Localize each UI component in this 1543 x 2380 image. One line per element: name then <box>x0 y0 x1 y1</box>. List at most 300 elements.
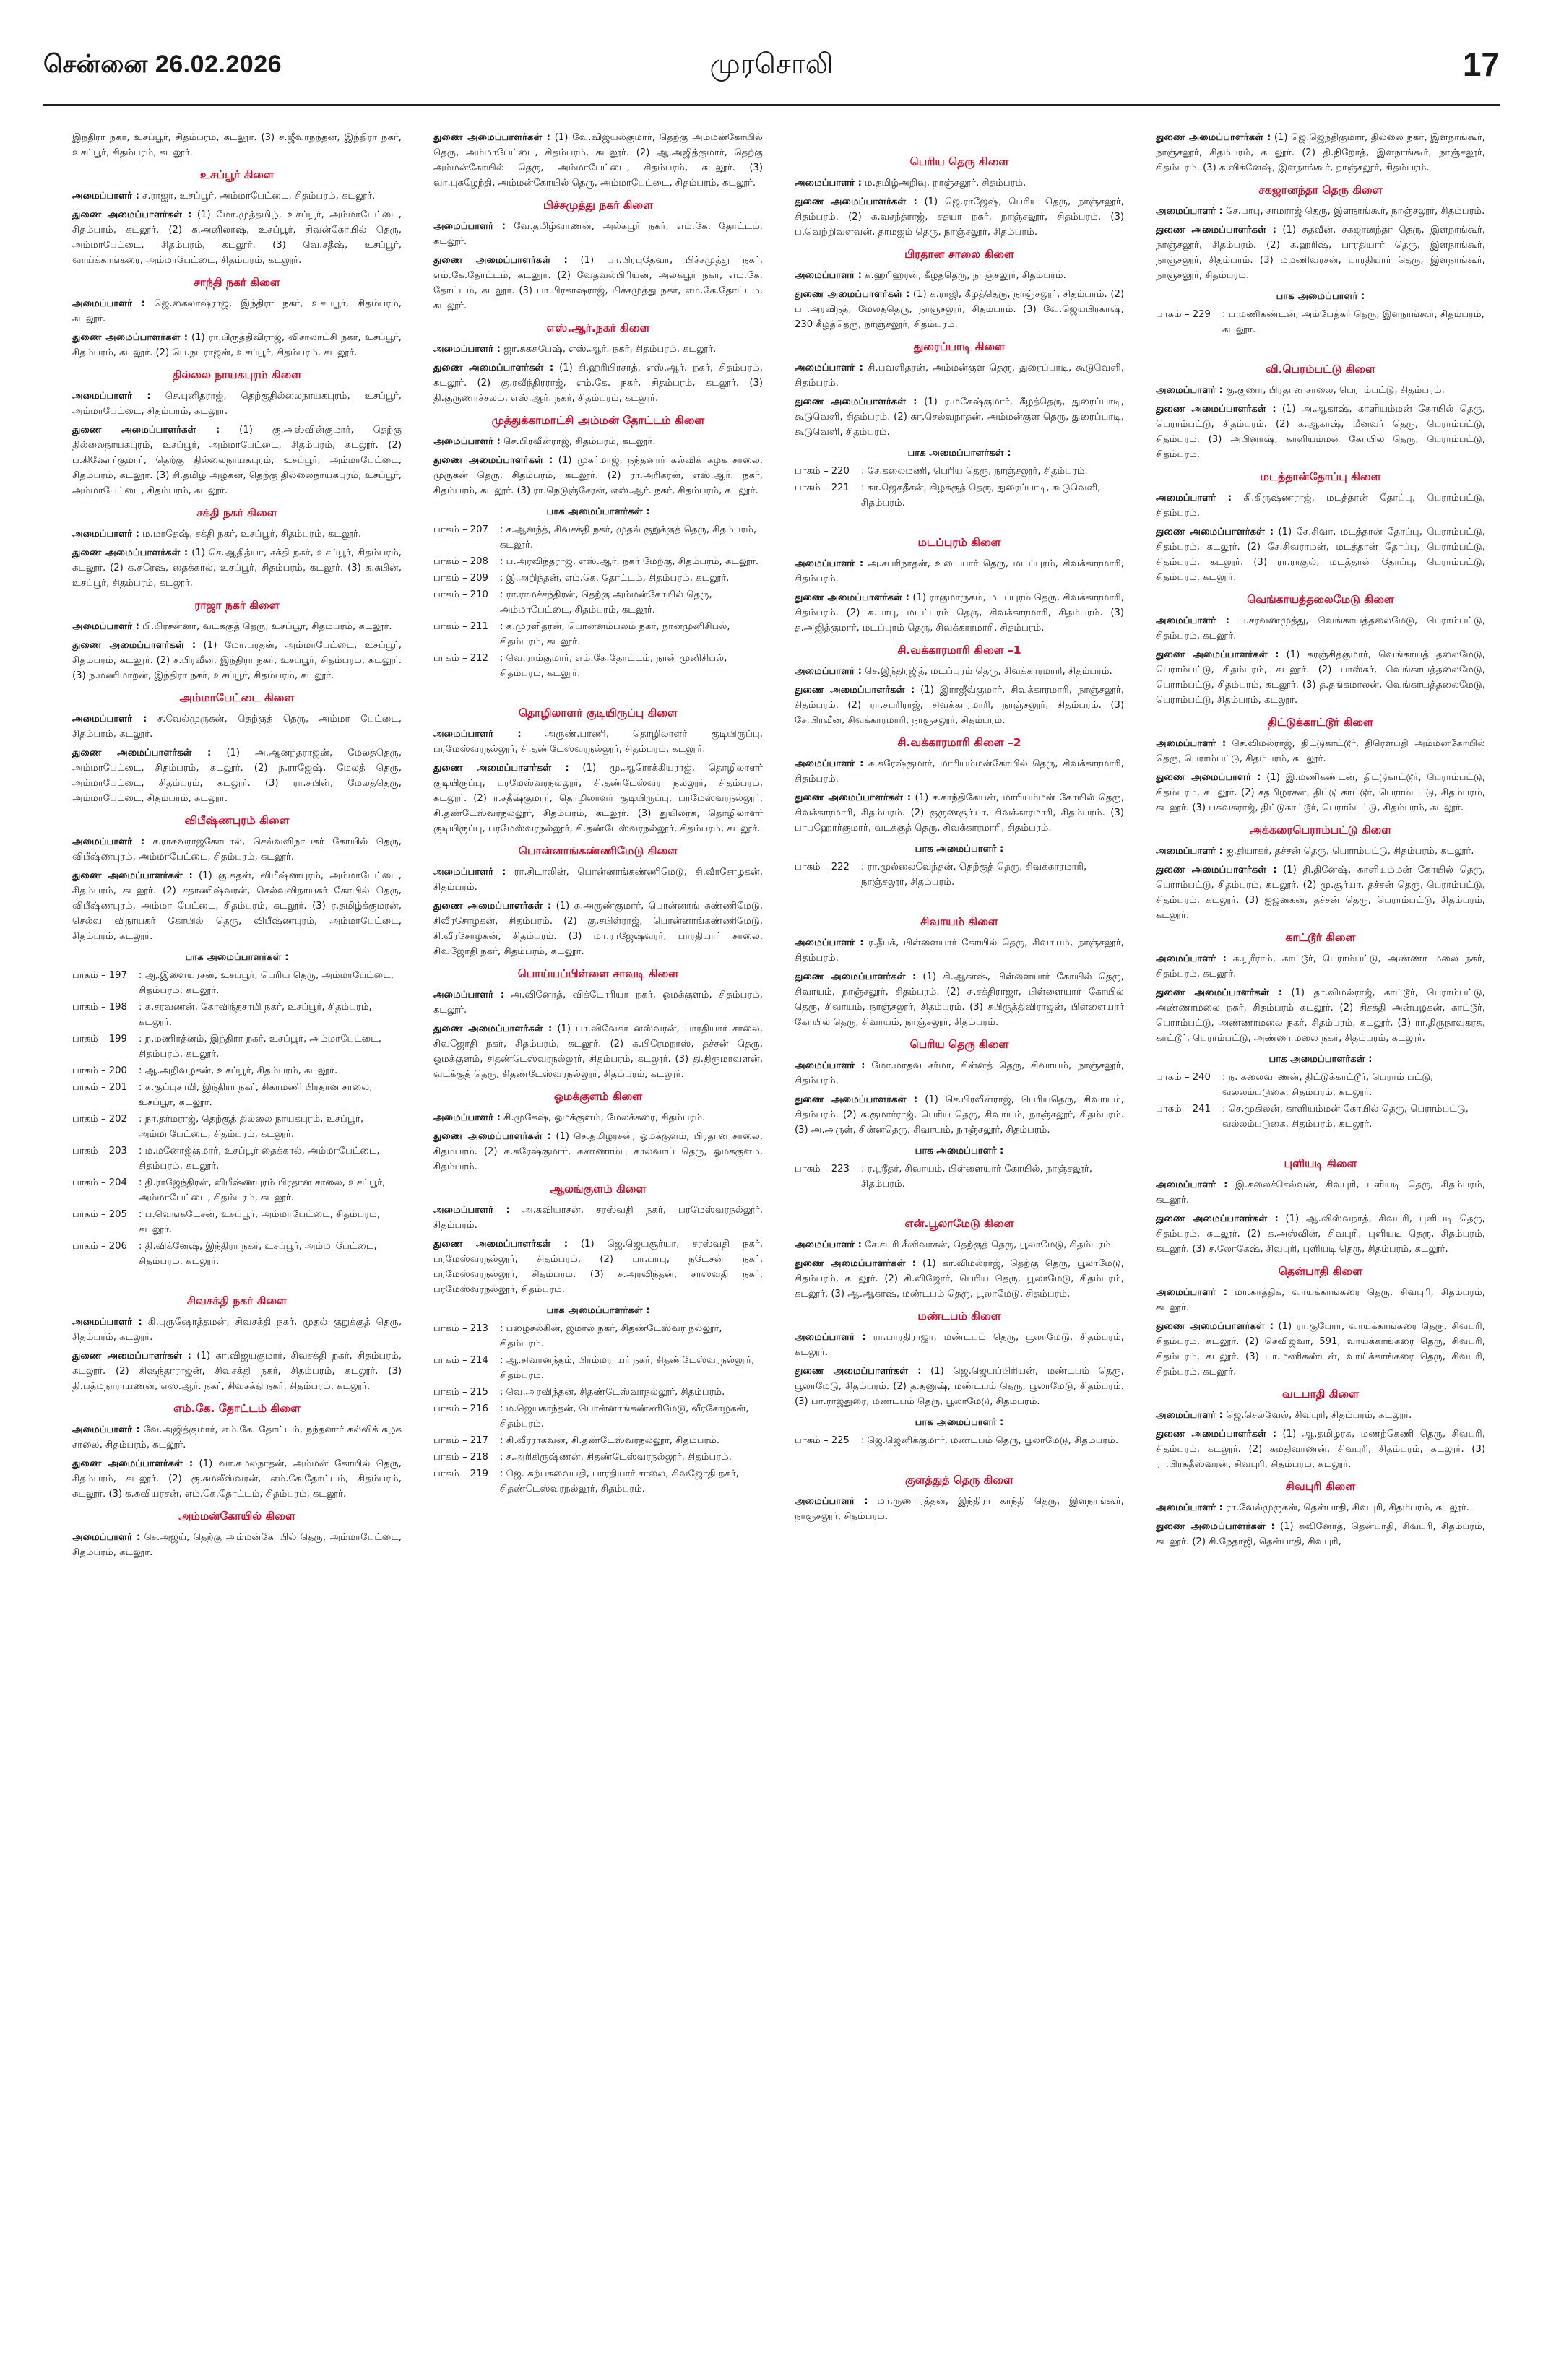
branch-section <box>795 535 1124 636</box>
branch-title: சாந்தி நகர் கிளை <box>194 276 280 289</box>
ward-member: : க.குப்புசாமி, இந்திரா நகர், சிகாமணி பிரதான சாலை, உசப்பூர், கடலூர். <box>139 1082 373 1108</box>
branch-section <box>795 155 1124 240</box>
branch-title: பிச்சமுத்து நகர் கிளை <box>543 199 654 212</box>
branch-section <box>433 966 763 1082</box>
ward-member: : ச.ஆனந்த், சிவசக்தி நகர், முதல் குறுக்குத் தெரு, சிதம்பரம், கடலூர். <box>500 524 757 550</box>
member-entry <box>433 1237 763 1297</box>
role-label: துணை அமைப்பாளர்கள் : <box>72 748 212 758</box>
role-label: துணை அமைப்பாளர்கள் : <box>72 425 220 436</box>
ward-number: பாகம் – 223 <box>795 1164 850 1174</box>
branch-section <box>1156 592 1485 708</box>
member-details: அருண்.பாணி, தொழிலாளர் குடியிருப்பு, பரமேஸ்வரநல்லூர், சி.தண்டேஸ்வரநல்லூர், சிதம்பரம், கடலூர். <box>433 729 763 755</box>
member-details: (1) க.ராஜி, கீழத்தெரு, நாஞ்சலூர், சிதம்பரம். (2) பா.அரவிந்த், மேலத்தெரு, நாஞ்சலூர், சிதம்பரம். (3) வே.ஜெயபிரகாஷ், 230 கீழத்தெரு, நாஞ்சலூர், சிதம்பரம். <box>795 289 1124 330</box>
branch-section <box>1156 930 1485 1132</box>
page-number: 17 <box>1462 46 1500 83</box>
role-label: அமைப்பாளர் : <box>1156 1410 1223 1421</box>
role-label: அமைப்பாளர் : <box>433 1205 510 1216</box>
ward-number: பாகம் – 207 <box>433 524 488 535</box>
ward-heading: பாக அமைப்பாளர் : <box>1276 291 1365 302</box>
role-label: அமைப்பாளர் : <box>795 938 864 948</box>
branch-title: சி.வக்காரமாரி கிளை –1 <box>897 644 1021 657</box>
member-details: செ.விமல்ராஜ், திட்டுகாட்டூர், திரௌபதி அம்மன்கோயில் தெரு, பெராம்பட்டு, சிதம்பரம், கடலூர். <box>1156 738 1485 764</box>
ward-member: : செ.முகிலன், காளியம்மன் கோயில் தெரு, பெராம்பட்டு, வல்லம்படுகை, சிதம்பரம், கடலூர். <box>1222 1104 1469 1130</box>
role-label: துணை அமைப்பாளர்கள் : <box>1156 527 1274 537</box>
ward-row <box>433 1450 763 1465</box>
branch-title: தில்லை நாயகபுரம் கிளை <box>172 368 302 381</box>
member-details: அ.சுவியரசன், சரஸ்வதி நகர், பரமேஸ்வரநல்லூர், சிதம்பரம். <box>433 1205 763 1231</box>
ward-number: பாகம் – 221 <box>795 483 850 493</box>
member-entry <box>795 1092 1124 1138</box>
member-details: (1) சுவினோத், தென்பாதி, சிவபுரி, சிதம்பரம், கடலூர். (2) சி.நேதாஜி, தென்பாதி, சிவபுரி, <box>1156 1521 1485 1547</box>
role-label: துணை அமைப்பாளர்கள் : <box>433 363 554 373</box>
ward-row <box>433 1353 763 1383</box>
role-label: துணை அமைப்பாளர்கள் : <box>433 455 553 466</box>
branch-section <box>72 1294 402 1394</box>
branch-section <box>72 1401 402 1502</box>
role-label: அமைப்பாளர் : <box>72 621 139 632</box>
member-details: செ.இந்திரஜித், மடப்புரம் தெரு, சிவக்காரமாரி, சிதம்பரம். <box>861 666 1112 677</box>
ward-heading: பாக அமைப்பாளர்கள் : <box>546 506 650 517</box>
role-label: அமைப்பாளர் : <box>795 1332 866 1343</box>
member-details: அ.வினோத், விக்டோரியா நகர், ஓமக்குளம், சிதம்பரம், கடலூர். <box>433 990 763 1016</box>
branch-section <box>795 1216 1124 1302</box>
member-details: செ.பிரவீன்ராஜ், சிதம்பரம், கடலூர். <box>500 436 656 447</box>
branch-section <box>795 247 1124 332</box>
member-details: (1) செ.தமிழரசன், ஓமக்குளம், பிரதான சாலை, சிதம்பரம். (2) சு.சுரேஷ்குமார், சுண்ணாம்பு கால்வாய் தெரு, ஓமக்குளம், சிதம்பரம். <box>433 1131 763 1172</box>
member-entry <box>433 727 763 757</box>
member-details: (1) அ.ஆகாஷ், காளியம்மன் கோயில் தெரு, பெராம்பட்டு, சிதம்பரம். (2) க.ஆகாஷ், மீனவர் தெரு, பெராம்பட்டு, சிதம்பரம். (3) அபினாஷ், காளியம்மன் கோயில் தெரு, பெராம்பட்டு, சிதம்பரம். <box>1156 404 1485 460</box>
member-entry <box>1156 1408 1485 1423</box>
member-details: க.ஹரிஹரன், கீழத்தெரு, நாஞ்சலூர், சிதம்பரம். <box>861 270 1066 281</box>
branch-title: வி.பெரம்பட்டு கிளை <box>1265 363 1376 376</box>
ward-row <box>1156 1070 1485 1100</box>
branch-title: உசப்பூர் கிளை <box>199 168 275 181</box>
role-label: அமைப்பாளர் : <box>72 714 147 724</box>
role-label: துணை அமைப்பாளர்கள் : <box>433 1239 569 1250</box>
ward-member: : ம.ஜெயகாந்தன், பொன்னாங்கண்ணிமேடு, வீரசோழகன், சிதம்பரம். <box>500 1403 749 1429</box>
ward-row <box>795 464 1124 479</box>
member-details: ர.தீபக், பிள்ளையார் கோயில் தெரு, சிவாயம், நாஞ்சலூர், சிதம்பரம். <box>795 938 1124 964</box>
role-label: அமைப்பாளர் : <box>72 1532 141 1543</box>
member-details: ஜா.சுகசுபேஷ், எஸ்.ஆர். நகர், சிதம்பரம், கடலூர். <box>500 344 717 355</box>
ward-member: : தி.விக்னேஷ், இந்திரா நகர், உசப்பூர், அம்மாபேட்டை, சிதம்பரம், கடலூர். <box>139 1241 377 1267</box>
role-label: அமைப்பாளர் : <box>433 1112 501 1123</box>
member-entry <box>1156 647 1485 708</box>
role-label: துணை அமைப்பாளர்கள் : <box>433 901 552 912</box>
ward-member: : நா.தர்மராஜ், தெற்குத் தில்லை நாயகபுரம், உசப்பூர், அம்மாபேட்டை, சிதம்பரம், கடலூர். <box>139 1114 364 1140</box>
ward-member: : ம.மனோஜ்குமார், உசப்பூர் தைக்கால், அம்மாபேட்டை, சிதம்பரம், கடலூர். <box>139 1146 380 1172</box>
member-details: வே.தமிழ்வாணன், அல்கபூர் நகர், எம்.கே. தோட்டம், கடலூர். <box>433 221 763 247</box>
ward-row <box>72 1143 402 1174</box>
member-details: (1) ஆ.தமிழரசு, மணற்கேணி தெரு, சிவபுரி, சிதம்பரம், கடலூர். (2) சுமதிவாணன், சிவபுரி, சிதம்பரம், கடலூர். (3) ரா.பிரகதீஸ்வரன், சிவபுரி, சிதம்பரம், கடலூர். <box>1156 1429 1485 1470</box>
ward-number: பாகம் – 222 <box>795 862 850 873</box>
member-details: (1) மோ.முத்தமிழ், உசப்பூர், அம்மாபேட்டை, சிதம்பரம், கடலூர். (2) க.அனிலாஷ், உசப்பூர், சிவன்கோயில் தெரு, அம்மாபேட்டை, சிதம்பரம், கடலூர். (3) வெ.சதீஷ், உசப்பூர், வாய்க்காங்கரை, அம்மாபேட்டை, சிதம்பரம், கடலூர். <box>72 209 402 266</box>
member-details: (1) க.அருண்குமார், பொன்னாங் கண்ணிமேடு, சிவீரசோழகன், சிதம்பரம். (2) கு.சபிள்ராஜ், பொன்னாங்கண்ணிமேடு, சி.வீரசோழகன், சிதம்பரம். (3) மா.ராஜேஷ்வரர், பாரதியார் சாலை, சிவஜோதி நகர், சிதம்பரம், கடலூர். <box>433 901 763 957</box>
ward-member: : ப.மணிகண்டன், அம்பேத்கர் தெரு, இளநாங்கூர், சிதம்பரம், கடலூர். <box>1222 309 1484 335</box>
role-label: துணை அமைப்பாளர்கள் : <box>72 1458 194 1469</box>
ward-row <box>433 619 763 649</box>
role-label: அமைப்பாளர் : <box>795 363 863 373</box>
branch-title: மண்டபம் கிளை <box>917 1310 1001 1323</box>
ward-number: பாகம் – 240 <box>1156 1072 1211 1083</box>
member-entry <box>433 987 763 1018</box>
branch-title: புளியடி கிளை <box>1284 1157 1357 1170</box>
ward-number: பாகம் – 214 <box>433 1355 488 1366</box>
role-label: துணை அமைப்பாளர்கள் : <box>795 972 917 982</box>
role-label: துணை அமைப்பாளர்கள் : <box>795 685 915 696</box>
branch-section <box>433 413 763 681</box>
member-entry <box>1156 613 1485 644</box>
ward-row <box>433 1401 763 1432</box>
member-details: (1) தா.விமல்ராஜ், காட்டூர், பெராம்பட்டு, அண்ணாமலை நகர், சிதம்பரம் கடலூர். (2) சிசக்தி அன்பழகன், காட்டூர், பெராம்பட்டு, அண்ணாமலை நகர், சிதம்பரம், கடலூர். (3) ரா.திருநாவுகரசு, காட்டூர், பெராம்பட்டு, அண்ணாமலை நகர், சிதம்பரம், கடலூர். <box>1156 987 1485 1044</box>
role-label: அமைப்பாளர் : <box>1156 206 1223 217</box>
member-details: (1) இராஜீவ்குமார், சிவக்காரமாரி, நாஞ்சலூர், சிதம்பரம். (2) ரா.சபரிராஜ், சிவக்காரமாரி, நாஞ்சலூர், சிதம்பரம். (3) சே.பிரவீன், சிவக்காரமாரி, நாஞ்சலூர், சிதம்பரம். <box>795 685 1124 726</box>
member-entry <box>433 865 763 895</box>
role-label: அமைப்பாளர் : <box>433 344 501 355</box>
role-label: துணை அமைப்பாளர்கள் : <box>1156 1521 1275 1532</box>
ward-row <box>433 1321 763 1351</box>
member-details: (1) ரா.குபேரா, வாய்க்காங்கரை தெரு, சிவபுரி, சிதம்பரம், கடலூர். (2) செவிஜ்வா, 591, வாய்க்காங்கரை தெரு, சிவபுரி, சிதம்பரம், கடலூர். (3) பா.மணிகண்டன், வாய்க்காங்கரை தெரு, சிவபுரி, சிதம்பரம், கடலூர். <box>1156 1321 1485 1377</box>
role-label: அமைப்பாளர் : <box>1156 738 1227 749</box>
ward-number: பாகம் – 204 <box>72 1177 127 1188</box>
role-label: துணை அமைப்பாளர்கள் : <box>72 332 189 343</box>
member-entry <box>1156 862 1485 923</box>
role-label: அமைப்பாளர் : <box>72 1317 142 1328</box>
member-entry <box>795 287 1124 332</box>
member-entry <box>795 756 1124 787</box>
member-entry <box>433 342 763 357</box>
member-entry <box>72 1530 402 1560</box>
member-entry <box>1156 1500 1485 1515</box>
ward-number: பாகம் – 212 <box>433 653 488 664</box>
ward-member: : சே.கலைமணி, பெரிய தெரு, நாஞ்சலூர், சிதம்பரம். <box>861 466 1088 477</box>
role-label: துணை அமைப்பாளர்கள் : <box>72 870 193 881</box>
branch-section <box>1156 130 1485 176</box>
ward-number: பாகம் – 206 <box>72 1241 127 1252</box>
role-label: அமைப்பாளர் : <box>1156 615 1229 626</box>
role-label: துணை அமைப்பாளர்கள் : <box>795 592 909 603</box>
member-details: (1) ஆ.விஸ்வநாத், சிவபுரி, புளியடி தெரு, சிதம்பரம், கடலூர். (2) க.அஸ்வின், சிவபுரி, புளியடி தெரு, சிதம்பரம், கடலூர். (3) ச.லோகேஷ், சிவபுரி, புளியடி தெரு, சிதம்பரம், கடலூர். <box>1156 1213 1485 1255</box>
branch-title: விபீஷ்ணபுரம் கிளை <box>184 814 290 827</box>
branch-title: சி.வக்காரமாரி கிளை –2 <box>897 736 1021 749</box>
member-entry <box>72 1422 402 1453</box>
ward-row <box>72 1239 402 1269</box>
branch-title: சிவபுரி கிளை <box>1285 1480 1356 1493</box>
member-details: பி.பிரசன்னா, வடக்குத் தெரு, உசப்பூர், சிதம்பரம், கடலூர். <box>139 621 392 632</box>
member-entry <box>72 745 402 806</box>
ward-row <box>795 480 1124 511</box>
ward-heading: பாக அமைப்பாளர் : <box>915 1417 1004 1428</box>
ward-row <box>433 651 763 681</box>
branch-title: பொய்யப்பிள்ளை சாவடி கிளை <box>517 967 679 980</box>
ward-member: : ஆ.இளையரசன், உசப்பூர், பெரிய தெரு, அம்மாபேட்டை, சிதம்பரம், கடலூர். <box>139 970 394 996</box>
ward-number: பாகம் – 219 <box>433 1468 488 1479</box>
ward-number: பாகம் – 213 <box>433 1323 488 1334</box>
branch-section <box>795 914 1124 1030</box>
member-details: (1) ச.காந்திகேயன், மாரியம்மன் கோயில் தெரு, சிவக்காரமாரி, சிதம்பரம். (2) குருணசூர்யா, சிவக்காரமாரி, சிதம்பரம். (3) பாபஹோர்குமார், வடக்குத் தெரு, சிவக்காரமாரி, சிதம்பரம். <box>795 792 1124 834</box>
role-label: துணை அமைப்பாளர்கள் : <box>1156 225 1276 235</box>
member-details: (1) செ.பிரவீன்ராஜ், பெரியதெரு, சிவாயம், சிதம்பரம். (2) சு.குமார்ராஜ், பெரிய தெரு, சிவாயம், நாஞ்சலூர், சிதம்பரம். (3) அ.அருள், சின்னதெரு, சிவாயம், நாஞ்சலூர், சிதம்பரம். <box>795 1094 1124 1135</box>
role-label: அமைப்பாளர் : <box>795 178 862 189</box>
ward-row <box>795 1433 1124 1448</box>
ward-row <box>72 1207 402 1237</box>
role-label: அமைப்பாளர் : <box>1156 1180 1228 1190</box>
role-label: அமைப்பாளர் : <box>1156 385 1223 396</box>
role-label: துணை அமைப்பாளர்கள் : <box>1156 1321 1274 1332</box>
member-entry <box>72 834 402 865</box>
branch-section <box>433 706 763 836</box>
role-label: அமைப்பாளர் : <box>1156 953 1227 964</box>
ward-heading: பாக அமைப்பாளர் : <box>915 1146 1004 1156</box>
member-entry <box>1156 1427 1485 1472</box>
branch-section <box>795 1037 1124 1192</box>
member-entry <box>795 268 1124 283</box>
branch-section <box>1156 715 1485 815</box>
branch-title: வடபாதி கிளை <box>1281 1388 1360 1401</box>
member-entry <box>1156 1519 1485 1549</box>
role-label: அமைப்பாளர் : <box>795 758 864 769</box>
ward-heading: பாக அமைப்பாளர்கள் : <box>1268 1054 1373 1065</box>
role-label: அமைப்பாளர் : <box>795 1496 868 1507</box>
member-details: (1) மு.ஆரோக்கியராஜ், தொழிலாளர் குடியிருப்பு, பரமேஸ்வரநல்லூர், சி.தண்டேஸ்வர நல்லூர், சிதம்பரம், கடலூர். (2) ர.சதீஷ்குமார், தொழிலாளர் குடியிருப்பு, பரமேஸ்வரநல்லூர், சி.தண்டேஸ்வரநல்லூர், சிதம்பரம், கடலூர். (3) துயிலரசு, தொழிலாளர் குடியிருப்பு, பரமேஸ்வரநல்லூர், சி.தண்டேஸ்வரநல்லூர், சிதம்பரம், கடலூர். <box>433 763 763 834</box>
ward-heading: பாக அமைப்பாளர்கள் : <box>907 448 1011 459</box>
member-entry <box>1156 1211 1485 1257</box>
member-details: (1) செ.ஆதித்யா, சக்தி நகர், உசப்பூர், சிதம்பரம், கடலூர். (2) க.சுரேஷ், தைக்கால், உசப்பூர், சிதம்பரம், கடலூர். (3) க.சுபின், உசப்பூர், சிதம்பரம், கடலூர். <box>72 548 402 589</box>
member-entry <box>795 969 1124 1030</box>
column-2 <box>433 130 763 2355</box>
member-details: (1) கி.ஆகாஷ், பிள்ளையார் கோயில் தெரு, சிவாயம், நாஞ்சலூர், சிதம்பரம். (2) சு.சக்திராஜா, பிள்ளையார் கோயில் தெரு, சிவாயம், நாஞ்சலூர், சிதம்பரம். (3) சுபிருத்திவிராஜன், பிள்ளையார் கோயில் தெரு, சிவாயம், நாஞ்சலூர், சிதம்பரம். <box>795 972 1124 1028</box>
member-details: (1) அ.ஆனந்தராஜன், மேலத்தெரு, அம்மாபேட்டை, சிதம்பரம், கடலூர். (2) ந.ராஜேஷ், மேலத் தெரு, அம்மாபேட்டை, சிதம்பரம், கடலூர். (3) ரா.சுபின், மேலத்தெரு, அம்மாபேட்டை, சிதம்பரம், கடலூர். <box>72 748 402 804</box>
role-label: துணை அமைப்பாளர்கள் : <box>1156 1429 1277 1440</box>
role-label: துணை அமைப்பாளர்கள் : <box>795 1366 922 1377</box>
branch-title: அம்மன்கோயில் கிளை <box>178 1510 295 1523</box>
branch-section <box>72 813 402 1269</box>
role-label: அமைப்பாளர் : <box>1156 1502 1223 1513</box>
branch-title: சகஜானந்தா தெரு கிளை <box>1258 183 1383 196</box>
member-entry <box>433 899 763 959</box>
branch-section <box>1156 1479 1485 1549</box>
branch-section <box>72 368 402 498</box>
branch-section <box>433 1089 763 1174</box>
member-details: (1) ரா.பிருத்திவிராஜ், விசாலாட்சி நகர், உசப்பூர், சிதம்பரம், கடலூர். (2) பெ.நடராஜன், உசப்பூர், சிதம்பரம், கடலூர். <box>72 332 402 358</box>
member-entry <box>795 935 1124 966</box>
ward-row <box>433 1466 763 1497</box>
role-label: அமைப்பாளர் : <box>433 990 505 1000</box>
member-details: வே.அஜித்குமார், எம்.கே. தோட்டம், நந்தனார் கல்விக் கழக சாலை, சிதம்பரம், கடலூர். <box>72 1424 402 1450</box>
ward-number: பாகம் – 200 <box>72 1065 127 1076</box>
member-entry <box>795 1058 1124 1089</box>
member-entry <box>72 296 402 326</box>
member-entry <box>795 394 1124 440</box>
branch-section <box>72 168 402 268</box>
branch-section <box>72 598 402 683</box>
ward-member: : கா.ஜெகதீசன், கிழக்குத் தெரு, துரைப்பாடி, கூடுவெளி, சிதம்பரம். <box>861 483 1101 509</box>
role-label: துணை அமைப்பாளர்கள் : <box>795 196 917 207</box>
branch-title: அக்கரைபெராம்பட்டு கிளை <box>1249 823 1392 836</box>
branch-title: ஆலங்குளம் கிளை <box>550 1182 647 1195</box>
member-details: ஐ.தியாகர், தச்சன் தெரு, பெராம்பட்டு, சிதம்பரம், கடலூர். <box>1222 846 1474 857</box>
member-details: சு.சுரேஷ்குமார், மாரியம்மன்கோயில் தெரு, சிவக்காரமாரி, சிதம்பரம். <box>795 758 1124 784</box>
member-details: ம.தமிழ்அறிவு, நாஞ்சலூர், சிதம்பரம். <box>861 178 1026 189</box>
branch-section <box>72 1509 402 1560</box>
ward-number: பாகம் – 209 <box>433 573 488 584</box>
ward-member: : ர.ஸ்ரீதர், சிவாயம், பிள்ளையார் கோயில், நாஞ்சலூர், சிதம்பரம். <box>861 1164 1092 1190</box>
role-label: அமைப்பாளர் : <box>72 391 151 402</box>
branch-section <box>1156 1156 1485 1257</box>
newspaper-title: முரசொலி <box>709 48 834 79</box>
role-label: அமைப்பாளர் : <box>72 298 145 309</box>
member-details: (1) கா.விமல்ராஜ், தெற்கு தெரு, பூலாமேடு, சிதம்பரம், கடலூர். (2) சி.விஜோர், பெரிய தெரு, பூலாமேடு, சிதம்பரம், கடலூர். (3) ஆ.ஆகாஷ், மண்டபம் தெரு, பூலாமேடு, சிதம்பரம். <box>795 1258 1124 1299</box>
member-details: (1) ஜெ.ராஜேஷ், பெரிய தெரு, நாஞ்சலூர், சிதம்பரம். (2) க.வசந்த்ராஜ், சதயா நகர், நாஞ்சலூர், சிதம்பரம். (3) ப.வெற்றிவளவன், தாமஜம் தெரு, நாஞ்சலூர், சிதம்பரம். <box>795 196 1124 238</box>
ward-row <box>433 571 763 586</box>
member-entry <box>433 1203 763 1233</box>
ward-member: : ப.அரவிந்தராஜ், எஸ்.ஆர். நகர் மேற்கு, சிதம்பரம், கடலூர். <box>500 556 759 567</box>
member-details: (1) சே.சிவா, மடத்தான் தோப்பு, பெராம்பட்டு, சிதம்பரம், கடலூர். (2) சே.சிவராமன், மடத்தான் தோப்பு, பெராம்பட்டு, சிதம்பரம், கடலூர். (3) ரா.ராகுல், மடத்தான் தோப்பு, பெராம்பட்டு, சிதம்பரம், கடலூர். <box>1156 527 1485 583</box>
ward-number: பாகம் – 229 <box>1156 309 1211 320</box>
member-entry <box>1156 770 1485 815</box>
ward-number: பாகம் – 218 <box>433 1452 488 1463</box>
role-label: துணை அமைப்பாளர்கள் : <box>795 289 910 300</box>
member-entry <box>795 790 1124 836</box>
branch-section <box>795 643 1124 728</box>
branch-title: அம்மாபேட்டை கிளை <box>179 691 295 704</box>
branch-title: திட்டுக்காட்டூர் கிளை <box>1268 716 1373 729</box>
column-4 <box>1156 130 1485 2355</box>
member-entry <box>72 545 402 591</box>
branch-title: சிவாயம் கிளை <box>920 915 998 928</box>
column-3 <box>795 130 1124 2355</box>
branch-title: ஓமக்குளம் கிளை <box>553 1090 643 1103</box>
member-entry <box>795 590 1124 636</box>
ward-number: பாகம் – 220 <box>795 466 850 477</box>
member-entry <box>795 1256 1124 1302</box>
ward-member: : வெ.ராம்குமார், எம்.கே.தோட்டம், நான் முனிசிபல், சிதம்பரம், கடலூர். <box>500 653 727 679</box>
ward-number: பாகம் – 203 <box>72 1146 127 1156</box>
role-label: அமைப்பாளர் : <box>795 1239 862 1250</box>
member-entry <box>72 868 402 944</box>
role-label: துணை அமைப்பாளர்கள் : <box>1156 404 1276 415</box>
member-entry <box>1156 383 1485 398</box>
member-entry <box>433 360 763 406</box>
branch-title: தொழிலாளர் குடியிருப்பு கிளை <box>518 706 678 719</box>
branch-section <box>433 321 763 406</box>
member-details: (1) தி.தினேஷ், காளியம்மன் கோயில் தெரு, பெராம்பட்டு, சிதம்பரம், கடலூர். (2) மு.சூர்யா, தச்சன் தெரு, பெராம்பட்டு, சிதம்பரம், கடலூர். (3) ஐஜனகன், தச்சன் தெரு, பெராம்பட்டு, சிதம்பரம், கடலூர். <box>1156 865 1485 921</box>
branch-title: முத்துக்காமாட்சி அம்மன் தோட்டம் கிளை <box>491 414 705 427</box>
member-entry <box>1156 1177 1485 1208</box>
member-details: (1) சுதவீன், சகஜானந்தா தெரு, இளநாங்கூர், நாஞ்சலூர், சிதம்பரம். (2) க.ஹரிஷ், பாரதியார் தெரு, இளநாங்கூர், நாஞ்சலூர், சிதம்பரம். (3) மமணிவரசன், பாரதியார் தெரு, இளநாங்கூர், நாஞ்சலூர், சிதம்பரம். <box>1156 225 1485 281</box>
ward-row <box>1156 1102 1485 1132</box>
branch-section <box>72 506 402 591</box>
ward-member: : வெ.அரவிந்தன், சிதண்டேஸ்வரநல்லூர், சிதம்பரம். <box>500 1387 725 1398</box>
ward-row <box>72 1080 402 1110</box>
member-entry <box>795 1330 1124 1360</box>
member-entry <box>72 1456 402 1502</box>
ward-number: பாகம் – 211 <box>433 621 488 632</box>
article-columns <box>43 130 1500 2355</box>
member-entry <box>1156 524 1485 585</box>
ward-member: : பழைசல்கின், ஜமால் நகர், சிதண்டேஸ்வர நல்லூர், சிதம்பரம். <box>500 1323 722 1349</box>
ward-row <box>433 1385 763 1400</box>
ward-row <box>72 1063 402 1078</box>
ward-number: பாகம் – 199 <box>72 1034 127 1044</box>
role-label: அமைப்பாளர் : <box>433 867 506 878</box>
ward-number: பாகம் – 216 <box>433 1403 488 1414</box>
masthead <box>43 45 1500 97</box>
role-label: துணை அமைப்பாளர்கள் : <box>433 1024 553 1034</box>
member-entry <box>795 1494 1124 1524</box>
role-label: அமைப்பாளர் : <box>1156 846 1223 857</box>
branch-section <box>795 1473 1124 1524</box>
member-entry <box>433 434 763 449</box>
member-details: சி.முகேஷ், ஓமக்குளம், மேலக்கரை, சிதம்பரம். <box>500 1112 706 1123</box>
ward-number: பாகம் – 241 <box>1156 1104 1211 1115</box>
member-entry <box>1156 844 1485 859</box>
ward-member: : ப.வெங்கடேசன், உசப்பூர், அம்மாபேட்டை, சிதம்பரம், கடலூர். <box>139 1209 381 1235</box>
member-entry <box>433 761 763 836</box>
header-rule <box>43 104 1500 106</box>
role-label: துணை அமைப்பாளர்கள் : <box>433 255 568 266</box>
branch-section <box>795 735 1124 890</box>
ward-member: : ஆ.அறிவழகன், உசப்பூர், சிதம்பரம், கடலூர். <box>139 1065 338 1076</box>
ward-number: பாகம் – 215 <box>433 1387 488 1398</box>
member-entry <box>433 453 763 498</box>
role-label: துணை அமைப்பாளர் : <box>1156 772 1261 783</box>
member-entry <box>1156 490 1485 521</box>
branch-section <box>795 1309 1124 1448</box>
member-entry <box>72 207 402 268</box>
ward-member: : க.முரளிதரன், பொன்னம்பலம் நகர், நான்முனிசிபல், சிதம்பரம், கடலூர். <box>500 621 730 647</box>
ward-row <box>795 1161 1124 1192</box>
member-details: (1) ஜெ.ஜெந்திகுமார், தில்லை நகர், இளநாங்கூர், நாஞ்சலூர், சிதம்பரம், கடலூர். (2) தி.நிறோத், இளநாங்கூர், நாஞ்சலூர், சிதம்பரம். (3) க.விக்னேஷ், இளநாங்கூர், நாஞ்சலூர், சிதம்பரம். <box>1156 132 1485 173</box>
ward-number: பாகம் – 202 <box>72 1114 127 1125</box>
member-entry <box>1156 951 1485 982</box>
member-entry <box>1156 402 1485 462</box>
member-entry <box>795 683 1124 728</box>
ward-number: பாகம் – 210 <box>433 589 488 600</box>
member-entry <box>795 176 1124 191</box>
branch-title: பொன்னாங்கண்ணிமேடு கிளை <box>518 844 678 857</box>
ward-heading: பாக அமைப்பாளர்கள் : <box>546 1305 650 1316</box>
member-details: (1) கு.சுதன், விபீஷ்ணபுரம், அம்மாபேட்டை, சிதம்பரம், கடலூர். (2) சதாணிஷ்வரன், செல்வவிநாயகர் கோயில் தெரு, விபீஷ்ணபுரம், அம்மா பேட்டை, சிதம்பரம், கடலூர். (3) ர.தமிழ்க்குமரன், செல்வ விநாயகர் கோயில் தெரு, விபீஷ்ணபுரம், அம்மாபேட்டை, சிதம்பரம், கடலூர். <box>72 870 402 942</box>
member-details: (1) வே.விஜயல்குமார், தெற்கு அம்மன்கோயில் தெரு, அம்மாபேட்டை, சிதம்பரம், கடலூர். (2) ஆ.அஜித்குமார், தெற்கு அம்மன்கோயில் தெரு, அம்மாபேட்டை, சிதம்பரம், கடலூர். (3) வா.புகழேந்தி, அம்மன்கோயில் தெரு, அம்மாபேட்டை, சிதம்பரம், கடலூர். <box>433 132 763 189</box>
member-details: (1) இ.மணிகண்டன், திட்டுகாட்டூர், பெராம்பட்டு, சிதம்பரம், கடலூர். (2) சதமிழரசன், திட்டு காட்டூர், பெராம்பட்டு, சிதம்பரம், கடலூர். (3) பசுவகராஜ், திட்டுகாட்டூர், பெராம்பட்டு, சிதம்பரம், கடலூர். <box>1156 772 1485 813</box>
ward-row <box>72 968 402 998</box>
role-label: துணை அமைப்பாளர்கள் : <box>1156 865 1277 875</box>
branch-section <box>1156 183 1485 337</box>
role-label: துணை அமைப்பாளர்கள் : <box>1156 987 1282 998</box>
branch-title: பெரிய தெரு கிளை <box>909 155 1009 168</box>
branch-title: பெரிய தெரு கிளை <box>909 1038 1009 1051</box>
member-entry <box>795 556 1124 587</box>
member-details: அ.சபரிநாதன், உடையார் தெரு, மடப்புரம், சிவக்காரமாரி, சிதம்பரம். <box>795 558 1124 584</box>
branch-section <box>1156 1264 1485 1380</box>
member-details: (1) வா.சுமலநாதன், அம்மன் கோயில் தெரு, சிதம்பரம், கடலூர். (2) கு.சுமலீஸ்வரன், எம்.கே.தோட்டம், சிதம்பரம், கடலூர். (3) க.கவியரசன், எம்.கே.தோட்டம், சிதம்பரம், கடலூர். <box>72 1458 402 1500</box>
ward-row <box>433 554 763 569</box>
member-entry <box>1156 985 1485 1046</box>
member-details: (1) சுரஞ்சித்குமார், வெங்காயத் தலைமேடு, பெராம்பட்டு, சிதம்பரம், கடலூர். (2) பாஸ்கர், வெங்காயத்தலைமேடு, பெராம்பட்டு, சிதம்பரம், கடலூர். (3) த.தங்கமாலன், வெங்காயத்தலைமேடு, பெராம்பட்டு, சிதம்பரம், கடலூர். <box>1156 649 1485 706</box>
member-entry <box>72 527 402 542</box>
role-label: அமைப்பாளர் : <box>795 558 864 569</box>
branch-title: என்.பூலாமேடு கிளை <box>904 1217 1014 1230</box>
role-label: அமைப்பாளர் : <box>1156 493 1232 503</box>
ward-row <box>433 587 763 618</box>
member-details: க.பூரீராம், காட்டூர், பெராம்பட்டு, அண்ணா மலை நகர், சிதம்பரம், கடலூர். <box>1156 953 1485 979</box>
branch-title: காட்டூர் கிளை <box>1285 931 1356 944</box>
member-entry: இந்திரா நகர், உசப்பூர், சிதம்பரம், கடலூர். (3) ச.ஜீவாநந்தன், இந்திரா நகர், உசப்பூர், சிதம்பரம், கடலூர். <box>72 132 402 158</box>
role-label: துணை அமைப்பாளர்கள் : <box>795 397 917 407</box>
member-details: செ.புனிதராஜ், தெற்குதில்லைநாயகபுரம், உசப்பூர், அம்மாபேட்டை, சிதம்பரம், கடலூர். <box>72 391 402 417</box>
member-details: ஜெ.கைலாஷ்ராஜ், இந்திரா நகர், உசப்பூர், சிதம்பரம், கடலூர். <box>72 298 402 324</box>
